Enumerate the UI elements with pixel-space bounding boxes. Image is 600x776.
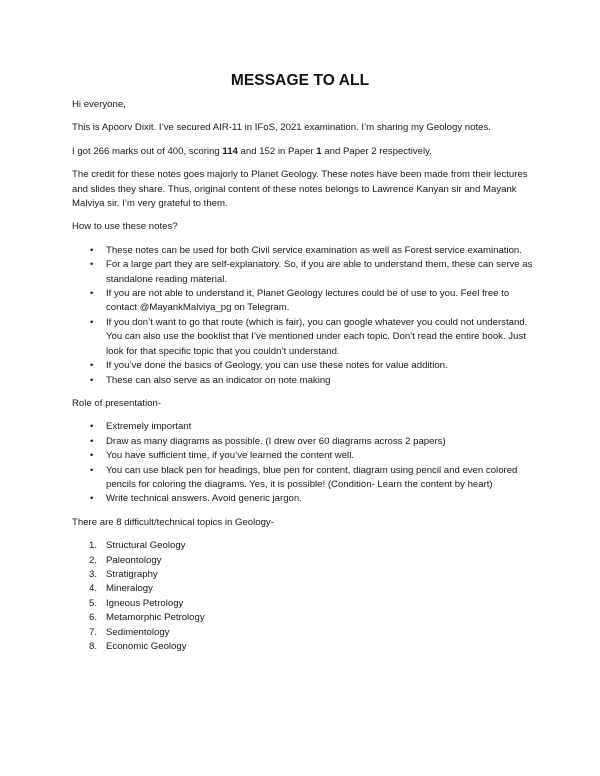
how-to-item-text: If you are not able to understand it, Planet Geology lectures could be of use to you. Feel free to contact @MayankMalviya_pg on Telegram. (106, 288, 510, 314)
marks-paper1-label: 1 (316, 145, 322, 157)
presentation-list (72, 420, 540, 506)
bullet-icon: • (90, 374, 94, 386)
topic-item (72, 582, 540, 596)
topic-number: 1. (89, 540, 98, 552)
how-to-item (72, 316, 540, 359)
how-to-item-text: For a large part they are self-explanatory. So, if you are able to understand them, these can serve as standalone reading material. (106, 259, 533, 285)
marks-prefix: I got 266 marks out of 400, scoring (72, 145, 223, 157)
marks-paper1-score: 114 (222, 145, 238, 157)
bullet-icon: • (90, 421, 94, 433)
how-to-item-text: If you’ve done the basics of Geology, you can use these notes for value addition. (106, 360, 448, 372)
greeting: Hi everyone, (72, 99, 126, 110)
topic-label: Mineralogy (106, 583, 153, 595)
bullet-icon: • (90, 288, 94, 300)
bullet-icon: • (90, 360, 94, 372)
presentation-item (72, 449, 540, 463)
bullet-icon: • (90, 464, 94, 476)
bullet-icon: • (90, 435, 94, 447)
presentation-item-text: You have sufficient time, if you’ve learned the content well. (106, 450, 354, 462)
bullet-icon: • (90, 493, 94, 505)
credit-paragraph: The credit for these notes goes majorly to Planet Geology. These notes have been made from their lectures and slides they share. Thus, original content of these notes belongs to Lawrence Kanyan sir and Mayank Malviya sir. I’m very grateful to them. (72, 169, 528, 210)
presentation-item-text: You can use black pen for headings, blue pen for content, diagram using pencil and even colored pencils for coloring the diagrams. Yes, it is possible! (Condition- Learn the content by heart) (106, 464, 518, 490)
presentation-item-text: Draw as many diagrams as possible. (I drew over 60 diagrams across 2 papers) (106, 435, 446, 447)
how-to-item (72, 258, 540, 287)
how-to-item (72, 244, 540, 258)
topic-item (72, 597, 540, 611)
marks-paragraph (72, 145, 540, 159)
presentation-item-text: Write technical answers. Avoid generic jargon. (106, 493, 302, 505)
bullet-icon: • (90, 259, 94, 271)
topic-label: Igneous Petrology (106, 597, 184, 609)
topic-number: 3. (89, 568, 98, 580)
topic-item (72, 539, 540, 553)
how-to-item-text: If you don’t want to go that route (which is fair), you can google whatever you could not understand. You can also use the booklist that I’ve mentioned under each topic. Don’t read the entire book. Just look for that specific topic that you couldn’t understand. (106, 316, 528, 357)
how-to-item (72, 287, 540, 316)
topic-item (72, 554, 540, 568)
topic-label: Economic Geology (106, 641, 187, 652)
topic-item (72, 611, 540, 625)
how-to-list (72, 244, 540, 388)
presentation-item (72, 420, 540, 434)
how-to-heading: How to use these notes? (72, 221, 178, 233)
page-title: MESSAGE TO ALL (230, 72, 370, 89)
bullet-icon: • (90, 450, 94, 462)
topic-label: Stratigraphy (106, 568, 158, 580)
presentation-item (72, 492, 540, 506)
topic-label: Paleontology (106, 554, 162, 566)
topic-item (72, 626, 540, 640)
topics-list (72, 539, 540, 654)
marks-mid: and 152 in Paper (237, 145, 317, 157)
presentation-item (72, 435, 540, 449)
bullet-icon: • (90, 244, 94, 256)
how-to-item (72, 359, 540, 373)
how-to-item-text: These can also serve as an indicator on note making (106, 374, 331, 386)
topic-item (72, 640, 540, 654)
topic-number: 4. (89, 583, 98, 595)
topics-heading: There are 8 difficult/technical topics in Geology- (72, 516, 274, 528)
marks-suffix: and Paper 2 respectively. (321, 145, 432, 157)
topic-number: 7. (89, 626, 98, 638)
how-to-item (72, 374, 540, 388)
topic-number: 2. (89, 554, 98, 566)
topic-label: Metamorphic Petrology (106, 612, 205, 624)
how-to-item-text: These notes can be used for both Civil service examination as well as Forest service examination. (106, 244, 522, 256)
topic-label: Sedimentology (106, 626, 170, 638)
topic-item (72, 568, 540, 582)
topic-number: 8. (89, 641, 98, 652)
presentation-item (72, 464, 540, 493)
topic-number: 6. (89, 612, 98, 624)
topic-number: 5. (89, 597, 98, 609)
bullet-icon: • (90, 316, 94, 328)
presentation-heading: Role of presentation- (72, 397, 162, 409)
topic-label: Structural Geology (106, 540, 186, 552)
presentation-item-text: Extremely important (106, 421, 192, 433)
intro-paragraph: This is Apoorv Dixit. I’ve secured AIR-11 in IFoS, 2021 examination. I’m sharing my Geology notes. (72, 122, 491, 134)
document-body (72, 98, 540, 654)
